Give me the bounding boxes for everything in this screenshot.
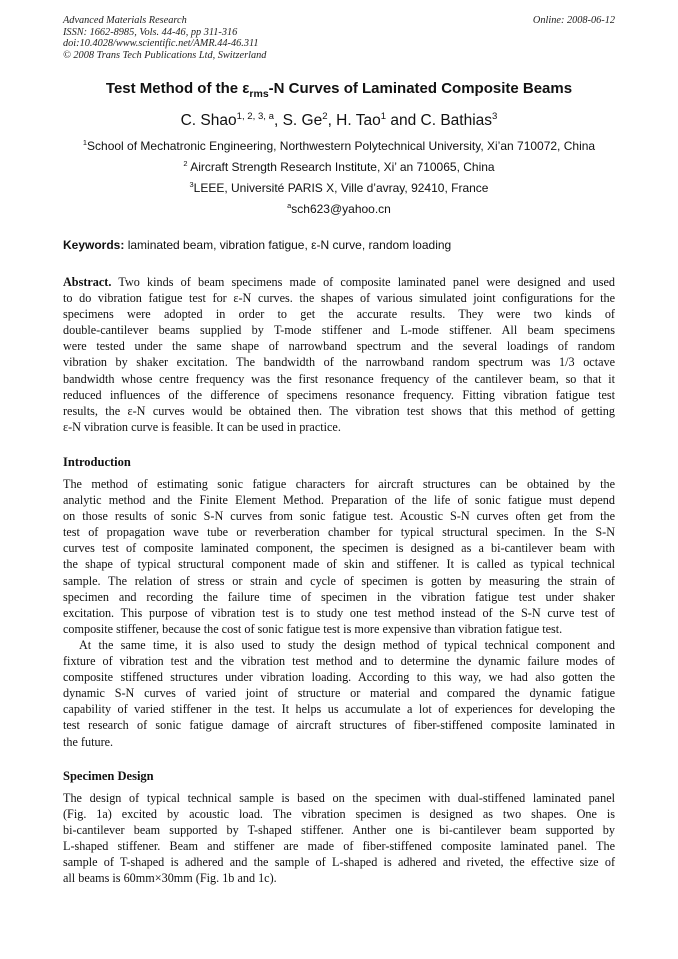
email-text[interactable]: sch623@yahoo.cn	[291, 202, 391, 216]
paper-title	[0, 79, 678, 99]
specimen-line: (Fig. 1a) excited by acoustic load. The vibration specimen is designed as two shapes. One is	[63, 807, 615, 822]
intro-line: sample. The relation of stress or strain and cycle of specimen is gotten by measuring the strain of	[63, 573, 615, 588]
affiliation-1	[0, 138, 678, 154]
email-mark: a	[287, 201, 292, 210]
author-list	[0, 111, 678, 131]
specimen-line: all beams is 60mm×30mm (Fig. 1b and 1c).	[63, 871, 277, 886]
abstract-line: reduced influences of the difference of specimens resonance frequency. Fitting vibration fatigue test	[63, 387, 615, 402]
copyright-line: © 2008 Trans Tech Publications Ltd, Switzerland	[63, 49, 267, 61]
intro-line: curves test of composite laminated component, the specimen is designed as a bi-cantilever beam with	[63, 541, 615, 556]
author-4-affil: 3	[492, 110, 498, 122]
abstract-line: vibration by shaker excitation. The bandwidth of the narrowband random spectrum was 1/3 octave	[63, 355, 615, 370]
doi-line: doi:10.4028/www.scientific.net/AMR.44-46.311	[63, 38, 259, 49]
abstract-line: double-cantilever beams supplied by T-mode stiffener and L-mode stiffener. All beam specimens	[63, 323, 615, 338]
abstract-line: ε-N vibration curve is feasible. It can be used in practice.	[63, 419, 341, 434]
intro-line: specimen and recording the failure time of specimen in the vibration fatigue test under shaker	[63, 589, 615, 604]
specimen-line: bi-cantilever beam supported by T-shaped stiffener. Anther one is bi-cantilever beam supported by	[63, 823, 615, 838]
author-1-affil: 1, 2, 3, a	[236, 110, 274, 122]
intro-line: excitation. This purpose of vibration test is to study one test method instead of the S-N curve test of	[63, 605, 615, 620]
introduction-paragraph-1	[63, 476, 615, 637]
affiliation-1-text: School of Mechatronic Engineering, Northwestern Polytechnical University, Xi’an 710072, China	[87, 139, 596, 153]
introduction-heading: Introduction	[63, 455, 131, 469]
intro-line: fixture of vibration test and the vibration test method and to determine the dynamic failure modes of	[63, 654, 615, 669]
intro-line: composite stiffener, because the cost of sonic fatigue test is more expensive than vibration fatigue test.	[63, 621, 563, 636]
intro-line: analytic method and the Finite Element Method. Preparation of the life of sonic fatigue must depend	[63, 493, 615, 508]
abstract-line: were tested under the same shape of narrowband spectrum and the several loadings of random	[63, 339, 615, 354]
intro-line: test research of sonic fatigue damage of aircraft structures of fiber-stiffened composite laminated in	[63, 718, 615, 733]
keywords-label: Keywords:	[63, 238, 125, 252]
affiliation-2-mark: 2	[183, 159, 188, 168]
journal-name: Advanced Materials Research	[63, 15, 187, 26]
author-3: , H. Tao	[327, 112, 381, 129]
specimen-design-paragraph	[63, 790, 615, 887]
affiliation-2-text: Aircraft Strength Research Institute, Xi’ an 710065, China	[187, 160, 495, 174]
intro-line: test of propagation wave tube or reverberation chamber for typical structural specimen. In the S-N	[63, 525, 615, 540]
introduction-paragraph-2	[63, 637, 615, 750]
affiliation-2	[0, 159, 678, 175]
author-3-affil: 1	[380, 110, 387, 122]
journal-header	[63, 15, 266, 61]
affiliation-1-mark: 1	[82, 138, 88, 147]
specimen-line: sample of T-shaped is adhered and the sample of L-shaped is adhered and riveted, the effective size of	[63, 855, 615, 870]
keywords	[63, 237, 451, 253]
abstract-line: to do vibration fatigue test for ε-N curves. the shapes of various simulated joint configurations for the	[63, 291, 615, 306]
abstract-line: results, the ε-N curves would be obtained then. The vibration test shows that this method of getting	[63, 403, 615, 418]
keywords-text: laminated beam, vibration fatigue, ε-N curve, random loading	[124, 238, 452, 252]
author-1: C. Shao	[180, 112, 237, 129]
title-part-1: Test Method of the ε	[105, 80, 250, 97]
issn-line: ISSN: 1662-8985, Vols. 44-46, pp 311-316	[63, 26, 238, 38]
specimen-design-heading: Specimen Design	[63, 769, 154, 783]
affiliation-3-text: LEEE, Université PARIS X, Ville d’avray, 92410, France	[193, 181, 489, 195]
author-4: and C. Bathias	[386, 112, 493, 129]
specimen-line: L-shaped stiffener. Beam and stiffener are made of fiber-stiffened composite laminated panel. The	[63, 839, 615, 854]
abstract-line: specimens were adopted in order to get the accurate results. They were two kinds of	[63, 307, 615, 322]
intro-line: composite stiffened structures under vibration loading. According to this way, we had also gotten the	[63, 670, 615, 685]
author-2: , S. Ge	[273, 112, 323, 129]
intro-line: the future.	[63, 734, 114, 749]
intro-line: the shape of typical structural component made of skin and stiffener. It is called as typical technical	[63, 557, 615, 572]
intro-line: The method of estimating sonic fatigue characters for aircraft structures can be obtained by the	[63, 477, 615, 491]
affiliation-3-mark: 3	[189, 180, 194, 189]
intro-line: on those results of sonic S-N curves from sonic fatigue test. Acoustic S-N curves often get from the	[63, 509, 615, 524]
intro-line: At the same time, it is also used to study the design method of typical technical component and	[79, 638, 615, 652]
abstract-line-text: Two kinds of beam specimens made of composite laminated panel were designed and used	[111, 275, 615, 289]
abstract-block	[63, 274, 615, 435]
abstract-label: Abstract.	[63, 275, 112, 289]
abstract-line	[63, 274, 615, 290]
online-date: Online: 2008-06-12	[532, 15, 615, 26]
affiliation-3	[0, 180, 678, 196]
specimen-line: The design of typical technical sample is based on the specimen with dual-stiffened laminated panel	[63, 791, 615, 805]
author-2-affil: 2	[322, 110, 328, 122]
intro-line: capability of varied stiffener in the test. It helps us accumulate a lot of experiences for developing the	[63, 702, 615, 717]
intro-line: dynamic S-N curves of varied joint of structure or material and compared the dynamic fatigue	[63, 686, 615, 701]
title-part-2: -N Curves of Laminated Composite Beams	[268, 80, 573, 97]
abstract-line: bandwidth whose centre frequency was the first resonance frequency of the cantilever beam, so that it	[63, 371, 615, 386]
title-subscript: rms	[249, 88, 269, 100]
author-email	[0, 201, 678, 217]
